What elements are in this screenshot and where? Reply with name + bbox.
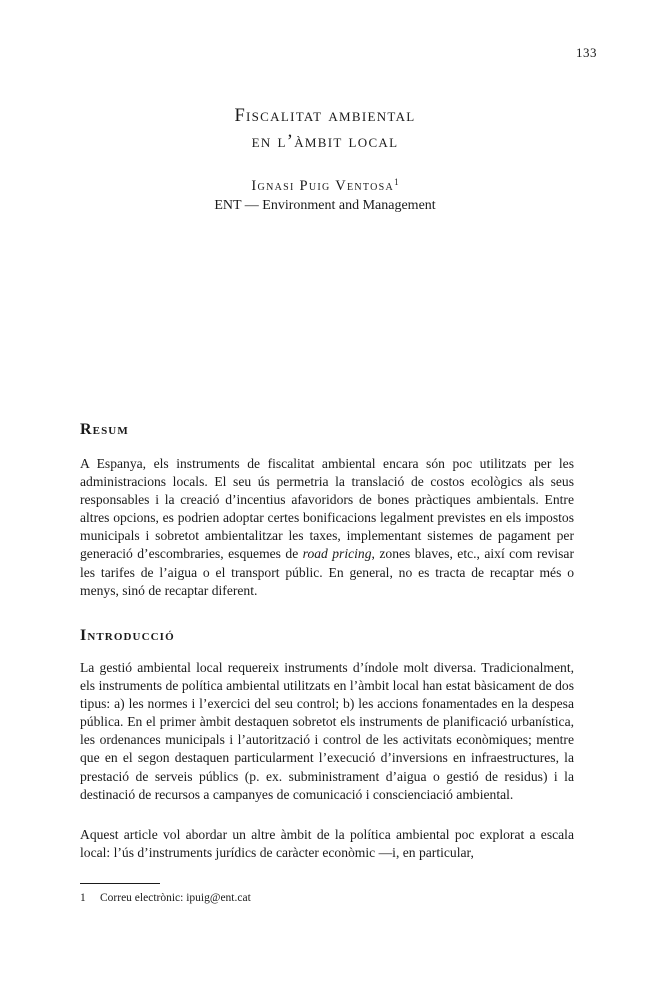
footnote-text: Correu electrònic: ipuig@ent.cat xyxy=(100,892,251,904)
section-heading-introduccio: Introducció xyxy=(80,627,175,644)
footnote-divider xyxy=(80,883,160,884)
page-number: 133 xyxy=(576,45,597,60)
abstract-paragraph xyxy=(80,455,574,600)
footnote xyxy=(80,891,251,905)
title-line-1: Fiscalitat ambiental xyxy=(234,106,416,126)
footnote-number: 1 xyxy=(80,892,86,904)
abstract-text-start: A Espanya, els instruments de fiscalitat ambiental encara són poc utilitzats per les administracions locals. El seu ús permetria la translació de costos ecològics als seus responsables i la creació d’incentius afavoridors de bones pràctiques ambientals. Entre altres opcions, es podrien adoptar certes bonificacions legalment previstes en els impostos municipals i sobretot ambientalitzar les taxes, implementant sistemes de pagament per generació d’escombraries, esquemes de xyxy=(80,456,574,562)
intro-paragraph-1: La gestió ambiental local requereix instruments d’índole molt diversa. Tradicionalment, els instruments de política ambiental utilitzats en l’àmbit local han estat bàsicament de dos tipus: a) les normes i l’exercici del seu control; b) les accions fonamentades en la despesa pública. En el primer àmbit destaquen sobretot els instruments de planificació urbanística, les ordenances municipals i l’autorització i control de les activitats econòmiques; mentre que en el segon destaquen particularment l’execució d’inversions en infraestructures, la prestació de serveis públics (p. ex. subministrament d’aigua o gestió de residus) i la destinació de recursos a campanyes de comunicació i conscienciació ambiental. xyxy=(80,660,574,802)
author-name-line xyxy=(0,172,650,196)
title-line-2: en l’àmbit local xyxy=(251,132,399,152)
abstract-text-end: , zones blaves, etc., així com revisar les tarifes de l’aigua o el transport públic. En general, no es tracta de recaptar més o menys, sinó de recaptar diferent. xyxy=(80,546,574,598)
author-affiliation: ENT — Environment and Management xyxy=(214,198,436,213)
section-heading-resum: Resum xyxy=(80,421,129,438)
article-title xyxy=(0,103,650,155)
author-block xyxy=(0,172,650,216)
intro-paragraph-2: Aquest article vol abordar un altre àmbit de la política ambiental poc explorat a escala local: l’ús d’instruments jurídics de caràcter econòmic —i, en particular, xyxy=(80,827,574,861)
abstract-italic-term: road pricing xyxy=(302,546,372,562)
author-name: Ignasi Puig Ventosa xyxy=(251,178,395,194)
author-footnote-mark[interactable]: 1 xyxy=(394,177,399,187)
